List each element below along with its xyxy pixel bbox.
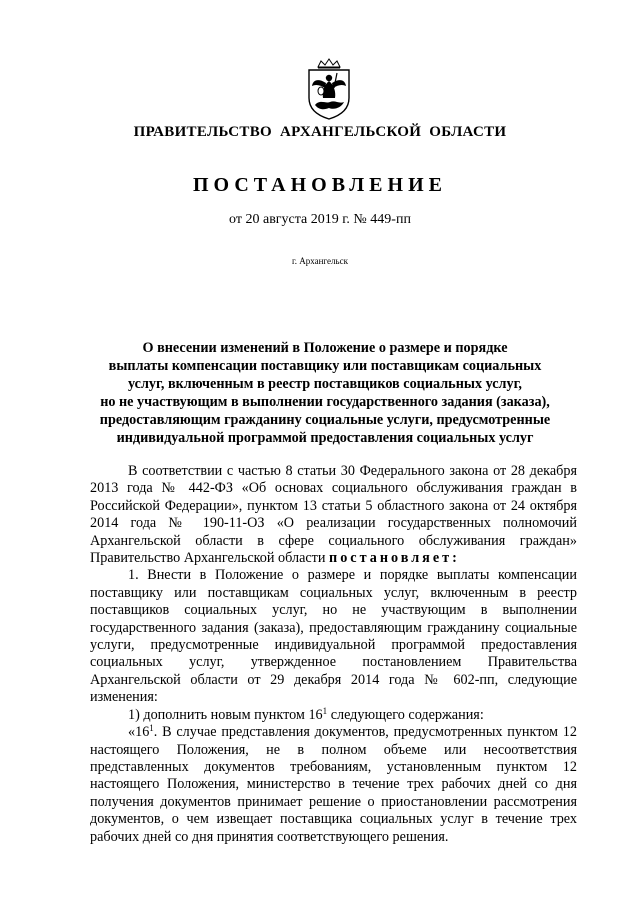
subject-line: услуг, включенным в реестр поставщиков социальных услуг, xyxy=(128,376,522,392)
subitem-1-text: 1) дополнить новым пунктом 16 xyxy=(128,706,323,723)
subitem-1-tail: следующего содержания: xyxy=(327,706,484,723)
document-date-number: от 20 августа 2019 г. № 449-пп xyxy=(229,212,411,227)
document-body xyxy=(90,463,577,846)
clause-superscript: 1 xyxy=(149,723,154,734)
subitem-1-superscript: 1 xyxy=(322,705,328,716)
subject-line: выплаты компенсации поставщику или поставщикам социальных xyxy=(108,358,542,374)
clause-number: «16 xyxy=(128,724,150,741)
subject-line: О внесении изменений в Положение о размере и порядке xyxy=(142,340,508,356)
decree-word: постановляет xyxy=(329,550,453,567)
subject-line: но не участвующим в выполнении государственного задания (заказа), xyxy=(100,394,550,410)
preamble-paragraph xyxy=(90,463,577,567)
document-type: ПОСТАНОВЛЕНИЕ xyxy=(193,174,447,196)
subject-line: предоставляющим гражданину социальные услуги, предусмотренные xyxy=(99,412,551,428)
subitem-1-paragraph xyxy=(90,707,577,724)
document-city: г. Архангельск xyxy=(292,256,348,266)
organization-title: ПРАВИТЕЛЬСТВО АРХАНГЕЛЬСКОЙ ОБЛАСТИ xyxy=(133,124,507,140)
coat-of-arms-icon xyxy=(304,58,354,120)
clause-16-1-paragraph xyxy=(90,724,577,846)
decree-colon: : xyxy=(452,550,457,567)
clause-text: . В случае представления документов, предусмотренных пунктом 12 настоящего Положения, не в полном объеме или несоответствия представленных документов требованиям, установленным пунктом 12 настоящего Положения, министерство в течение трех рабочих дней со дня получения документов принимает решение о приостановлении рассмотрения документов, о чем извещает поставщика социальных услуг в течение трех рабочих дней со дня принятия соответствующего решения. xyxy=(90,724,577,845)
item-1-paragraph: 1. Внести в Положение о размере и порядке выплаты компенсации поставщику или поставщикам социальных услуг, включенным в реестр поставщиков социальных услуг, но не участвующим в выполнении государственного задания (заказа), предоставляющим гражданину социальные услуги, предусмотренные индивидуальной программой предоставления социальных услуг, утвержденное постановлением Правительства Архангельской области от 29 декабря 2014 года № 602-пп, следующие изменения: xyxy=(90,567,577,706)
document-subject xyxy=(90,339,560,447)
preamble-text: В соответствии с частью 8 статьи 30 Федерального закона от 28 декабря 2013 года № 442-ФЗ «Об основах социального обслуживания граждан в Российской Федерации», пунктом 13 статьи 5 областного закона от 24 октября 2014 года № 190-11-ОЗ «О реализации государственных полномочий Архангельской области в сфере социального обслуживания граждан» Правительство Архангельской области xyxy=(90,463,577,567)
subject-line: индивидуальной программой предоставления социальных услуг xyxy=(116,430,534,446)
